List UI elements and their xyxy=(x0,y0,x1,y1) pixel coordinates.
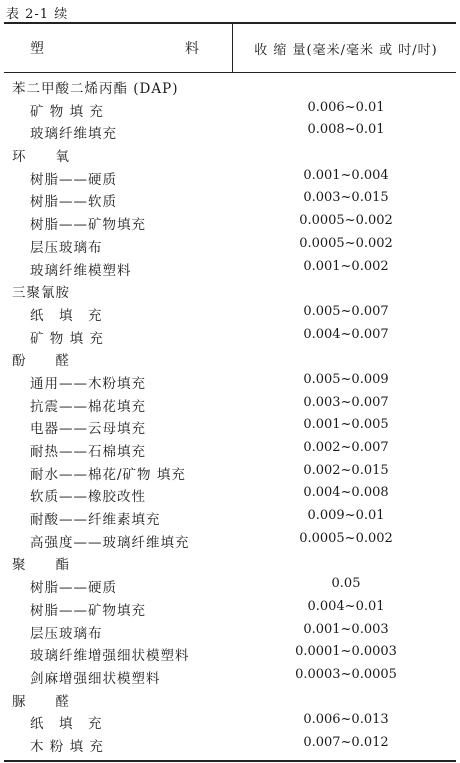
shrinkage-value: 0.006~0.013 xyxy=(303,712,389,728)
table-row xyxy=(0,98,460,121)
material-name: 矿 物 填 充 xyxy=(30,103,104,120)
table-row xyxy=(0,211,460,234)
table-body xyxy=(0,75,460,756)
shrinkage-value: 0.003~0.015 xyxy=(303,190,389,206)
shrinkage-value: 0.006~0.01 xyxy=(307,99,385,115)
category-name: 脲 醛 xyxy=(12,693,70,710)
material-name: 木 粉 填 充 xyxy=(30,738,104,755)
header-bottom-rule xyxy=(4,72,456,73)
shrinkage-value: 0.001~0.003 xyxy=(303,621,389,637)
shrinkage-value: 0.0005~0.002 xyxy=(299,530,393,546)
table-row xyxy=(0,506,460,529)
category-name: 三聚氰胺 xyxy=(12,285,70,302)
category-row xyxy=(0,347,460,370)
table-row xyxy=(0,257,460,280)
material-name: 通用——木粉填充 xyxy=(30,375,146,392)
shrinkage-value: 0.0005~0.002 xyxy=(299,213,393,229)
table-caption: 表 2-1 续 xyxy=(6,7,69,22)
shrinkage-value: 0.05 xyxy=(331,576,361,592)
shrinkage-value: 0.001~0.002 xyxy=(303,258,389,274)
shrinkage-value: 0.007~0.012 xyxy=(303,734,389,750)
table-row xyxy=(0,188,460,211)
material-name: 抗震——棉花填充 xyxy=(30,398,146,415)
shrinkage-value: 0.004~0.01 xyxy=(307,598,385,614)
material-name: 矿 物 填 充 xyxy=(30,330,104,347)
category-name: 苯二甲酸二烯丙酯 (DAP) xyxy=(12,81,179,97)
table-bottom-rule xyxy=(4,760,456,762)
material-name: 耐水——棉花/矿物 填充 xyxy=(30,466,186,483)
material-name: 树脂——矿物填充 xyxy=(30,217,146,234)
material-name: 树脂——硬质 xyxy=(30,580,117,597)
material-name: 树脂——矿物填充 xyxy=(30,602,146,619)
material-name: 电器——云母填充 xyxy=(30,421,146,438)
table-row xyxy=(0,597,460,620)
table-row xyxy=(0,370,460,393)
material-name: 层压玻璃布 xyxy=(30,239,103,256)
table-row xyxy=(0,642,460,665)
material-name: 玻璃纤维填充 xyxy=(30,126,117,143)
table-row xyxy=(0,166,460,189)
table-row xyxy=(0,120,460,143)
category-row xyxy=(0,143,460,166)
shrinkage-value: 0.001~0.005 xyxy=(303,417,389,433)
material-name: 玻璃纤维模塑料 xyxy=(30,262,132,279)
table-row xyxy=(0,415,460,438)
category-row xyxy=(0,551,460,574)
material-name: 树脂——软质 xyxy=(30,194,117,211)
shrinkage-value: 0.004~0.007 xyxy=(303,326,389,342)
header-material xyxy=(30,24,200,72)
table-row xyxy=(0,574,460,597)
material-name: 剑麻增强细状模塑料 xyxy=(30,670,161,687)
shrinkage-value: 0.009~0.01 xyxy=(307,508,385,524)
material-name: 高强度——玻璃纤维填充 xyxy=(30,534,190,551)
table-row xyxy=(0,393,460,416)
header-material-part2: 料 xyxy=(185,41,200,57)
material-name: 软质——橡胶改性 xyxy=(30,489,146,506)
shrinkage-value: 0.005~0.009 xyxy=(303,371,389,387)
material-name: 耐热——石棉填充 xyxy=(30,444,146,460)
category-name: 环 氧 xyxy=(12,149,70,166)
shrinkage-value: 0.005~0.007 xyxy=(303,303,389,319)
header-material-part1: 塑 xyxy=(30,41,45,57)
shrinkage-value: 0.001~0.004 xyxy=(303,167,389,183)
table-row xyxy=(0,438,460,461)
category-row xyxy=(0,279,460,302)
material-name: 层压玻璃布 xyxy=(30,625,103,642)
table-row xyxy=(0,234,460,257)
shrinkage-value: 0.003~0.007 xyxy=(303,394,389,410)
table-row xyxy=(0,461,460,484)
category-row xyxy=(0,688,460,711)
shrinkage-value: 0.002~0.007 xyxy=(303,440,389,455)
table-row xyxy=(0,665,460,688)
shrinkage-value: 0.004~0.008 xyxy=(303,485,389,501)
table-row xyxy=(0,302,460,325)
shrinkage-value: 0.0001~0.0003 xyxy=(295,644,397,660)
shrinkage-value: 0.0005~0.002 xyxy=(299,235,393,251)
material-name: 纸 填 充 xyxy=(30,307,103,324)
material-name: 树脂——硬质 xyxy=(30,171,117,188)
header-shrinkage: 收 缩 量(毫米/毫米 或 吋/吋) xyxy=(254,42,438,58)
shrinkage-value: 0.0003~0.0005 xyxy=(295,666,397,682)
material-name: 玻璃纤维增强细状模塑料 xyxy=(30,648,190,665)
table-row xyxy=(0,529,460,552)
table-row xyxy=(0,325,460,348)
table-row xyxy=(0,733,460,756)
category-row xyxy=(0,75,460,98)
shrinkage-value: 0.008~0.01 xyxy=(307,122,385,138)
table-row xyxy=(0,620,460,643)
category-name: 聚 酯 xyxy=(12,557,70,574)
material-name: 纸 填 充 xyxy=(30,716,103,733)
table-row xyxy=(0,710,460,733)
material-name: 耐酸——纤维素填充 xyxy=(30,512,161,529)
table-row xyxy=(0,483,460,506)
category-name: 酚 醛 xyxy=(12,353,70,370)
shrinkage-value: 0.002~0.015 xyxy=(303,462,389,478)
